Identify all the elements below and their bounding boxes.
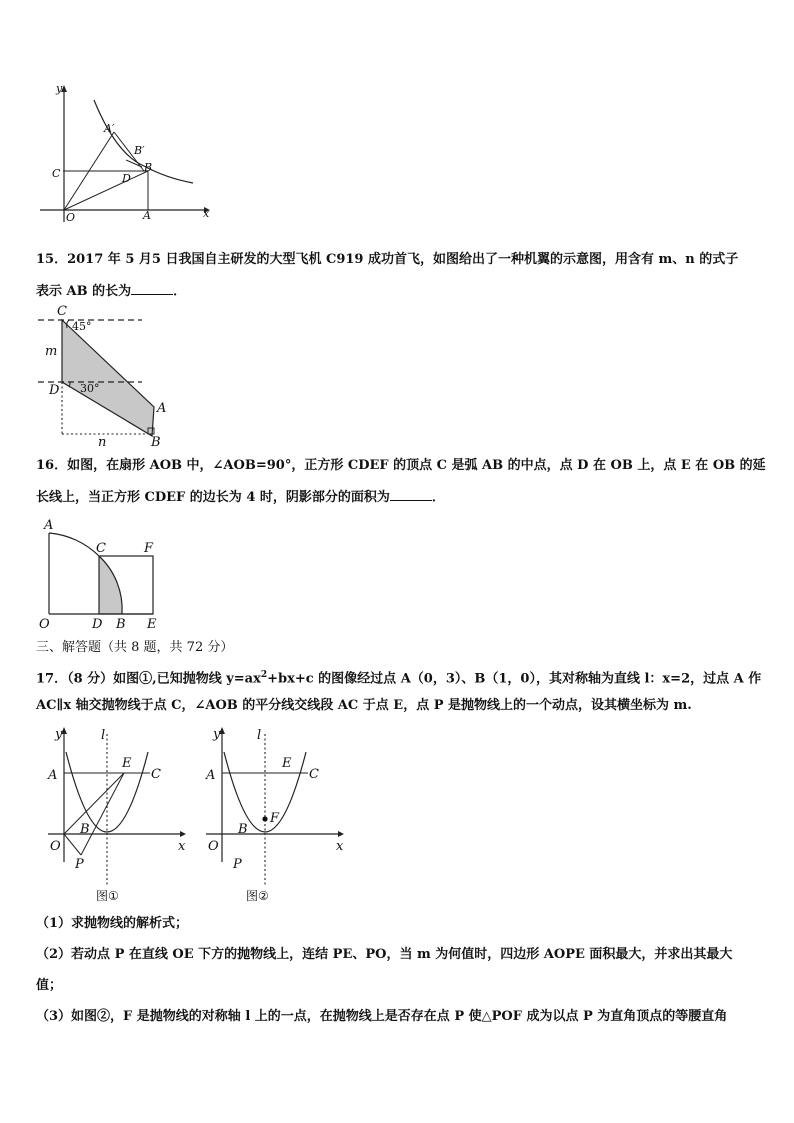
label-f: F (144, 541, 154, 556)
label-e: E (122, 756, 132, 771)
label-b: B (151, 435, 161, 450)
q15-line-1: 15．2017 年 5 月5 日我国自主研发的大型飞机 C919 成功首飞，如图给出了一种机翼的示意图，用含有 m、n 的式子 (36, 252, 739, 267)
label-p: P (75, 857, 84, 872)
q17-line-2: AC∥x 轴交抛物线于点 C，∠AOB 的平分线交线段 AC 于点 E，点 P 是抛物线上的一个动点，设其横坐标为 m. (36, 698, 692, 713)
q14-figure-svg (36, 82, 216, 224)
q17-part-1: （1）求抛物线的解析式； (36, 916, 189, 931)
label-y: y (213, 727, 221, 742)
label-b: B (238, 822, 248, 837)
label-b: B (116, 617, 126, 632)
label-o: O (208, 839, 219, 854)
label-d: D (92, 617, 103, 632)
label-d: D (49, 383, 60, 398)
q17-line-1 (36, 666, 761, 688)
label-a-prime: A′ (104, 122, 115, 135)
label-y: y (56, 82, 63, 95)
label-b: B (144, 161, 153, 174)
q16-figure-svg (36, 514, 166, 632)
label-angle-45: 45° (72, 320, 92, 333)
caption-figure-2: 图② (246, 889, 269, 903)
label-m: m (45, 344, 58, 359)
x-axis-arrow (338, 831, 344, 837)
q15-answer-blank (131, 282, 173, 295)
q16-line-2-text: 长线上，当正方形 CDEF 的边长为 4 时，阴影部分的面积为 (36, 490, 390, 505)
label-n: n (98, 435, 107, 450)
q17-line-1-post: +bx+c 的图像经过点 A（0，3）、B（1，0），其对称轴为直线 l：x=2，过点 A 作 (267, 671, 762, 687)
label-e: E (282, 756, 292, 771)
q17-superscript: 2 (260, 670, 268, 680)
label-a: A (206, 768, 216, 783)
label-d: D (122, 172, 131, 185)
label-o: O (39, 617, 50, 632)
q17-part-2-line-2: 值； (36, 978, 63, 993)
shaded-region (99, 556, 122, 614)
label-b-prime: B′ (134, 144, 145, 157)
label-y: y (55, 727, 63, 742)
label-a: A (157, 401, 167, 416)
q15-figure-svg (36, 304, 176, 450)
label-angle-30: 30° (80, 382, 100, 395)
label-o: O (66, 211, 76, 224)
label-x: x (203, 207, 210, 220)
label-c: C (57, 304, 67, 319)
label-b: B (80, 822, 90, 837)
q15-figure (36, 304, 176, 450)
label-a: A (44, 518, 54, 533)
section-3-heading: 三、解答题（共 8 题，共 72 分） (36, 640, 234, 655)
q14-figure (36, 82, 216, 224)
label-c: C (309, 767, 319, 782)
q17-figure-1 (44, 722, 194, 908)
label-a: A (143, 209, 151, 222)
segment-oe (64, 773, 124, 834)
label-a: A (48, 768, 58, 783)
wing-shape (62, 320, 154, 436)
q15-line-2-end: ． (173, 284, 187, 299)
q16-figure (36, 514, 166, 632)
q17-figure-2-svg (202, 722, 352, 908)
label-o: O (50, 839, 61, 854)
q16-line-1: 16．如图，在扇形 AOB 中，∠AOB=90°，正方形 CDEF 的顶点 C 是弧 AB 的中点，点 D 在 OB 上，点 E 在 OB 的延 (36, 458, 766, 473)
label-f: F (270, 811, 280, 826)
label-x: x (178, 839, 186, 854)
q15-line-2-text: 表示 AB 的长为 (36, 284, 132, 299)
label-l: l (101, 728, 106, 743)
label-e: E (147, 617, 157, 632)
label-p: P (233, 857, 242, 872)
caption-figure-1: 图① (96, 889, 119, 903)
q17-part-3: （3）如图②，F 是抛物线的对称轴 l 上的一点，在抛物线上是否存在点 P 使△POF 成为以点 P 为直角顶点的等腰直角 (36, 1009, 728, 1024)
x-axis-arrow (180, 831, 186, 837)
label-c: C (96, 541, 106, 556)
label-l: l (257, 728, 262, 743)
segment-op (64, 834, 81, 855)
q16-line-2-end: ． (431, 490, 445, 505)
q15-line-2 (36, 282, 186, 301)
label-c: C (151, 767, 161, 782)
label-x: x (336, 839, 344, 854)
q17-figure-2 (202, 722, 352, 908)
q17-figure-1-svg (44, 722, 194, 908)
point-f (262, 816, 267, 821)
q16-line-2 (36, 488, 445, 507)
q17-part-2-line-1: （2）若动点 P 在直线 OE 下方的抛物线上，连结 PE、PO，当 m 为何值时，四边形 AOPE 面积最大，并求出其最大 (36, 947, 733, 962)
label-c: C (52, 167, 61, 180)
q17-line-1-pre: 17．（8 分）如图①,已知抛物线 y=ax (36, 671, 261, 687)
q16-answer-blank (390, 488, 432, 501)
